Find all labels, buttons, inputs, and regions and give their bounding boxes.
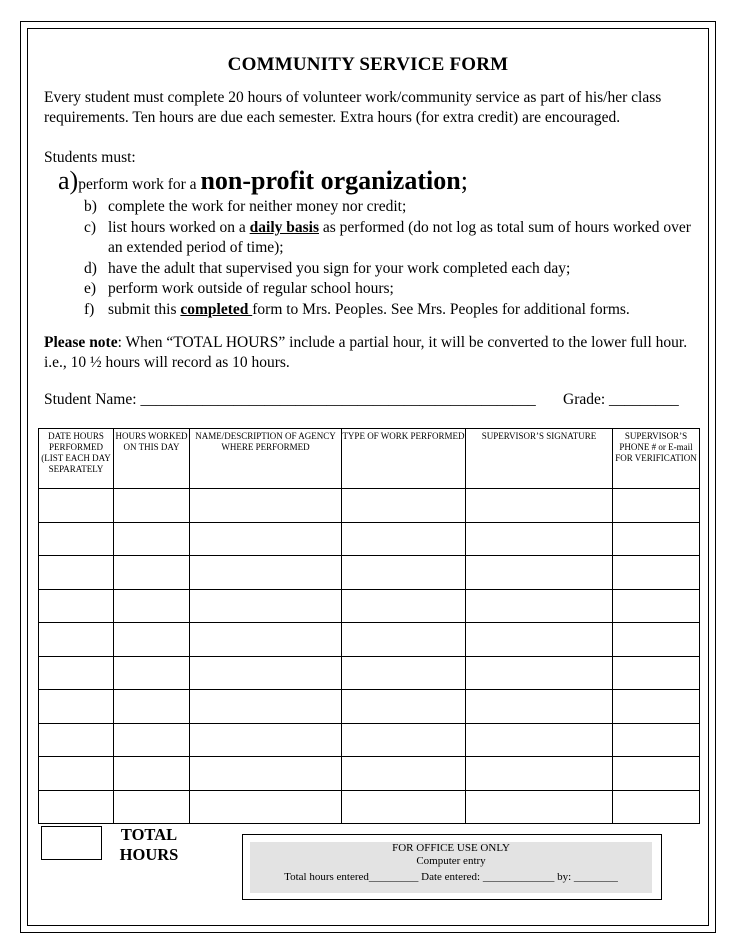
date-cell[interactable] — [39, 556, 114, 590]
requirement-e — [84, 279, 704, 300]
agency-cell[interactable] — [190, 790, 342, 824]
requirement-a-end: ; — [460, 166, 468, 195]
header-hours: HOURS WORKED ON THIS DAY — [114, 429, 190, 489]
student-name-field[interactable] — [44, 391, 536, 409]
signature-cell[interactable] — [466, 556, 613, 590]
hours-cell[interactable] — [114, 757, 190, 791]
phone-cell[interactable] — [613, 623, 700, 657]
date-cell[interactable] — [39, 690, 114, 724]
table-row — [39, 623, 700, 657]
students-must-label: Students must: — [44, 149, 136, 166]
type-cell[interactable] — [342, 522, 466, 556]
type-cell[interactable] — [342, 790, 466, 824]
requirement-c-pre: list hours worked on a — [108, 218, 250, 236]
phone-cell[interactable] — [613, 589, 700, 623]
hours-cell[interactable] — [114, 589, 190, 623]
agency-cell[interactable] — [190, 757, 342, 791]
header-date: DATE HOURS PERFORMED (LIST EACH DAY SEPARATELY — [39, 429, 114, 489]
requirement-a-text: perform work for a — [78, 176, 201, 193]
intro-paragraph: Every student must complete 20 hours of volunteer work/community service as part of his/her class requirements. Ten hours are due each semester. Extra hours (for extra credit) are encouraged. — [44, 89, 662, 126]
requirement-a-emphasis: non-profit organization — [200, 166, 461, 195]
date-cell[interactable] — [39, 489, 114, 523]
total-hours-label — [112, 825, 186, 865]
signature-cell[interactable] — [466, 522, 613, 556]
agency-cell[interactable] — [190, 690, 342, 724]
hours-cell[interactable] — [114, 723, 190, 757]
type-cell[interactable] — [342, 623, 466, 657]
requirement-c-marker: c) — [84, 218, 97, 236]
student-name-label: Student Name: — [44, 391, 141, 408]
agency-cell[interactable] — [190, 656, 342, 690]
hours-cell[interactable] — [114, 790, 190, 824]
table-row — [39, 790, 700, 824]
header-signature: SUPERVISOR’S SIGNATURE — [466, 429, 613, 489]
table-row — [39, 522, 700, 556]
agency-cell[interactable] — [190, 589, 342, 623]
requirement-b-marker: b) — [84, 198, 97, 215]
type-cell[interactable] — [342, 757, 466, 791]
requirement-b-text: complete the work for neither money nor credit; — [108, 198, 407, 215]
phone-cell[interactable] — [613, 556, 700, 590]
date-cell[interactable] — [39, 656, 114, 690]
requirement-f-marker: f) — [84, 300, 95, 318]
date-cell[interactable] — [39, 522, 114, 556]
requirement-b — [84, 197, 704, 218]
table-row — [39, 589, 700, 623]
agency-cell[interactable] — [190, 723, 342, 757]
requirement-d-marker: d) — [84, 259, 97, 277]
requirement-a-marker: a) — [58, 166, 79, 195]
requirement-d — [84, 259, 704, 280]
table-row — [39, 757, 700, 791]
type-cell[interactable] — [342, 556, 466, 590]
header-agency: NAME/DESCRIPTION OF AGENCY WHERE PERFORMED — [190, 429, 342, 489]
type-cell[interactable] — [342, 656, 466, 690]
phone-cell[interactable] — [613, 690, 700, 724]
requirement-c — [84, 218, 704, 259]
hours-cell[interactable] — [114, 489, 190, 523]
agency-cell[interactable] — [190, 489, 342, 523]
signature-cell[interactable] — [466, 790, 613, 824]
service-log-table — [38, 428, 700, 824]
office-subtitle: Computer entry — [416, 855, 486, 867]
requirement-c-emphasis: daily basis — [249, 218, 319, 236]
please-note-label: Please note — [44, 334, 118, 351]
table-row — [39, 723, 700, 757]
requirement-c-post: as performed (do not log as total sum of hours worked over an extended period of time); — [108, 218, 691, 256]
type-cell[interactable] — [342, 489, 466, 523]
grade-label: Grade: — [563, 391, 610, 408]
form-title: COMMUNITY SERVICE FORM — [227, 54, 509, 75]
signature-cell[interactable] — [466, 757, 613, 791]
date-cell[interactable] — [39, 790, 114, 824]
table-row — [39, 656, 700, 690]
table-header-row — [39, 429, 700, 489]
student-name-line[interactable]: ___________________________________________________ — [140, 391, 536, 408]
requirements-list — [84, 197, 704, 320]
requirement-f-post: form to Mrs. Peoples. See Mrs. Peoples for additional forms. — [252, 300, 630, 318]
signature-cell[interactable] — [466, 589, 613, 623]
grade-line[interactable]: _________ — [609, 391, 679, 408]
signature-cell[interactable] — [466, 656, 613, 690]
table-body — [39, 489, 700, 824]
signature-cell[interactable] — [466, 623, 613, 657]
hours-cell[interactable] — [114, 556, 190, 590]
hours-cell[interactable] — [114, 656, 190, 690]
phone-cell[interactable] — [613, 656, 700, 690]
office-use-panel — [250, 842, 652, 893]
header-phone: SUPERVISOR’S PHONE # or E-mail FOR VERIFICATION — [613, 429, 700, 489]
signature-cell[interactable] — [466, 690, 613, 724]
requirement-f — [84, 300, 704, 321]
phone-cell[interactable] — [613, 489, 700, 523]
type-cell[interactable] — [342, 690, 466, 724]
requirement-f-pre: submit this — [108, 300, 181, 318]
phone-cell[interactable] — [613, 522, 700, 556]
header-type: TYPE OF WORK PERFORMED — [342, 429, 466, 489]
date-cell[interactable] — [39, 723, 114, 757]
hours-cell[interactable] — [114, 623, 190, 657]
total-hours-box[interactable] — [41, 826, 102, 860]
agency-cell[interactable] — [190, 522, 342, 556]
agency-cell[interactable] — [190, 623, 342, 657]
total-label-line1: TOTAL — [120, 825, 178, 844]
please-note — [44, 333, 704, 373]
table-row — [39, 489, 700, 523]
office-title: FOR OFFICE USE ONLY — [392, 842, 510, 854]
requirement-e-marker: e) — [84, 280, 97, 297]
date-cell[interactable] — [39, 757, 114, 791]
date-cell[interactable] — [39, 623, 114, 657]
requirement-d-text: have the adult that supervised you sign for your work completed each day; — [108, 259, 571, 277]
hours-cell[interactable] — [114, 522, 190, 556]
table-row — [39, 556, 700, 590]
type-cell[interactable] — [342, 723, 466, 757]
office-fields: Total hours entered_________ Date entered: _____________ by: ________ — [284, 871, 618, 883]
phone-cell[interactable] — [613, 790, 700, 824]
phone-cell[interactable] — [613, 757, 700, 791]
requirement-a — [58, 166, 468, 196]
phone-cell[interactable] — [613, 723, 700, 757]
signature-cell[interactable] — [466, 723, 613, 757]
total-label-line2: HOURS — [119, 845, 179, 864]
table-row — [39, 690, 700, 724]
signature-cell[interactable] — [466, 489, 613, 523]
requirement-f-emphasis: completed — [180, 300, 253, 318]
hours-cell[interactable] — [114, 690, 190, 724]
type-cell[interactable] — [342, 589, 466, 623]
requirement-e-text: perform work outside of regular school hours; — [108, 280, 394, 297]
grade-field[interactable] — [563, 391, 679, 409]
date-cell[interactable] — [39, 589, 114, 623]
please-note-text: : When “TOTAL HOURS” include a partial hour, it will be converted to the lower full hour. i.e., 10 ½ hours will record as 10 hours. — [44, 334, 688, 371]
agency-cell[interactable] — [190, 556, 342, 590]
